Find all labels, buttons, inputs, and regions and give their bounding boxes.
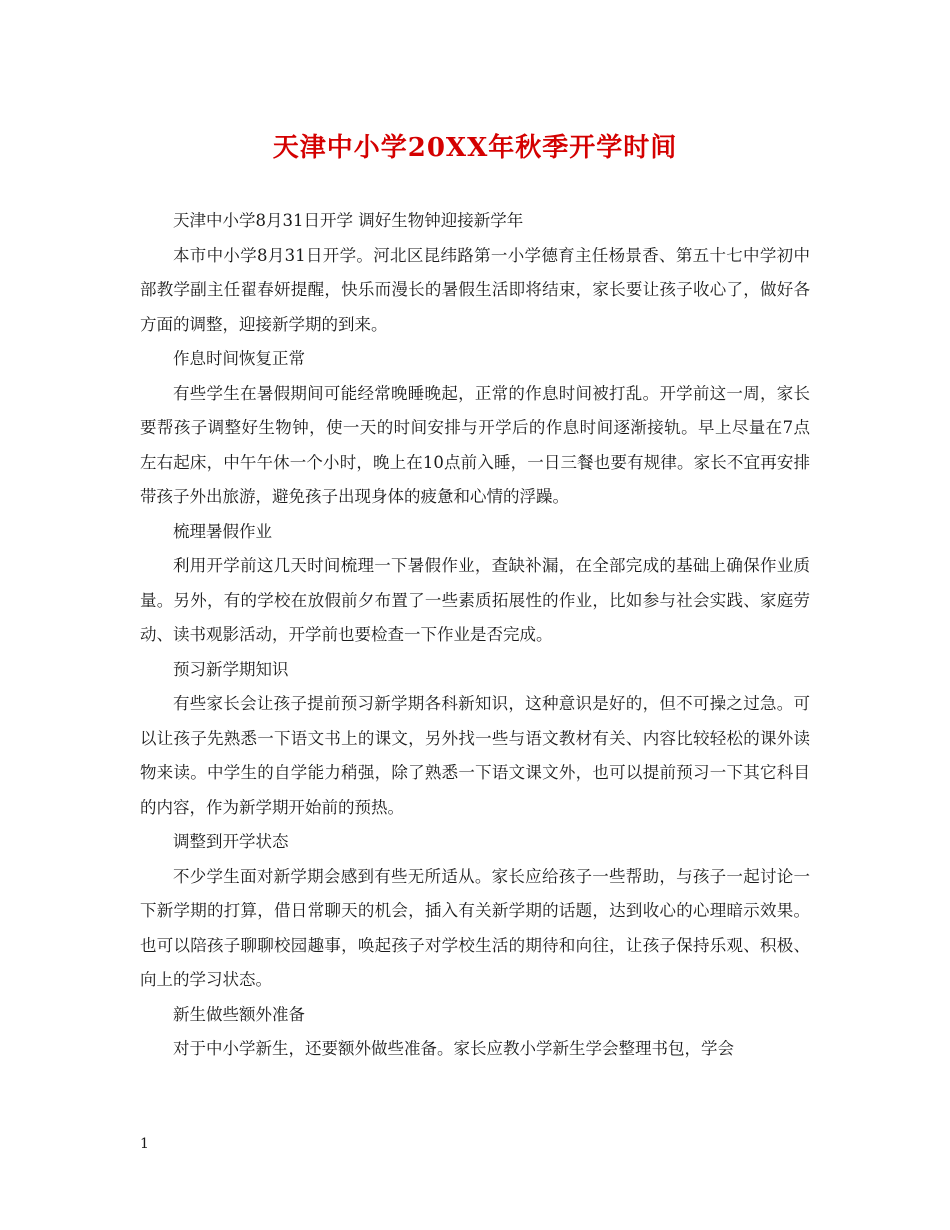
- section-heading: 梳理暑假作业: [173, 521, 272, 541]
- section-heading: 作息时间恢复正常: [173, 349, 305, 368]
- body-paragraph: 对于中小学新生，还要额外做些准备。家长应教小学新生学会整理书包，学会: [173, 1039, 734, 1058]
- subtitle-paragraph: 天津中小学8月31日开学 调好生物钟迎接新学年: [173, 211, 524, 230]
- page-number: 1: [140, 1136, 149, 1152]
- body-paragraph: 本市中小学8月31日开学。河北区昆纬路第一小学德育主任杨景香、第五十七中学初中部教学副主任翟春妍提醒，快乐而漫长的暑假生活即将结束，家长要让孩子收心了，做好各方面的调整，迎接新学期的到来。: [140, 245, 810, 334]
- body-paragraph: 利用开学前这几天时间梳理一下暑假作业，查缺补漏，在全部完成的基础上确保作业质量。另外，有的学校在放假前夕布置了一些素质拓展性的作业，比如参与社会实践、家庭劳动、读书观影活动，开学前也要检查一下作业是否完成。: [140, 556, 810, 644]
- document-body: [140, 204, 810, 1067]
- section-heading: 调整到开学状态: [173, 832, 289, 851]
- body-paragraph: 不少学生面对新学期会感到有些无所适从。家长应给孩子一些帮助，与孩子一起讨论一下新学期的打算，借日常聊天的机会，插入有关新学期的话题，达到收心的心理暗示效果。也可以陪孩子聊聊校园趣事，唤起孩子对学校生活的期待和向往，让孩子保持乐观、积极、向上的学习状态。: [140, 866, 810, 989]
- document-title: 天津中小学20XX年秋季开学时间: [272, 133, 678, 163]
- body-paragraph: 有些学生在暑假期间可能经常晚睡晚起，正常的作息时间被打乱。开学前这一周，家长要帮孩子调整好生物钟，使一天的时间安排与开学后的作息时间逐渐接轨。早上尽量在7点左右起床，中午午休一个小时，晚上在10点前入睡，一日三餐也要有规律。家长不宜再安排带孩子外出旅游，避免孩子出现身体的疲惫和心情的浮躁。: [140, 383, 810, 506]
- section-heading: 预习新学期知识: [173, 659, 289, 679]
- section-heading: 新生做些额外准备: [173, 1004, 305, 1024]
- body-paragraph: 有些家长会让孩子提前预习新学期各科新知识，这种意识是好的，但不可操之过急。可以让孩子先熟悉一下语文书上的课文，另外找一些与语文教材有关、内容比较轻松的课外读物来读。中学生的自学能力稍强，除了熟悉一下语文课文外，也可以提前预习一下其它科目的内容，作为新学期开始前的预热。: [140, 694, 810, 817]
